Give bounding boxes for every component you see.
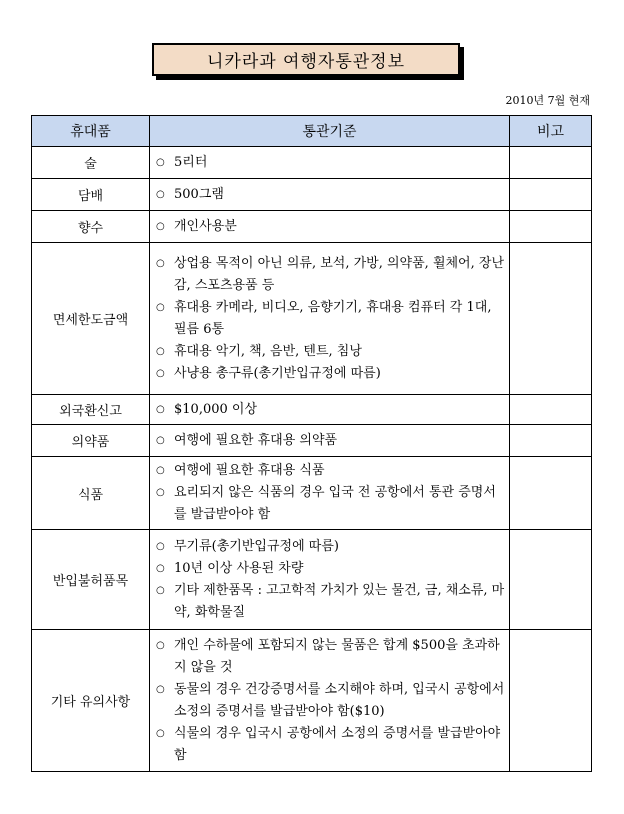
item-text: $10,000 이상 xyxy=(174,401,258,417)
circle-bullet-icon: ○ xyxy=(156,257,165,269)
table-header-row xyxy=(32,116,592,147)
circle-bullet-icon: ○ xyxy=(156,639,165,651)
circle-bullet-icon: ○ xyxy=(156,465,165,476)
item-text: 휴대용 악기, 책, 음반, 텐트, 침낭 xyxy=(174,343,362,359)
table-row xyxy=(32,243,592,395)
list-item xyxy=(156,399,505,421)
note-cell xyxy=(510,395,592,425)
standard-cell xyxy=(150,211,510,243)
circle-bullet-icon: ○ xyxy=(156,584,165,596)
circle-bullet-icon: ○ xyxy=(156,683,165,695)
standard-cell xyxy=(150,425,510,457)
list-item xyxy=(156,297,505,341)
item-text: 사냥용 총구류(총기반입규정에 따름) xyxy=(174,365,381,381)
standard-cell xyxy=(150,530,510,630)
category-cell: 외국환신고 xyxy=(32,395,150,425)
header-standard: 통관기준 xyxy=(150,116,510,147)
item-text: 무기류(총기반입규정에 따름) xyxy=(174,538,339,554)
note-cell xyxy=(510,530,592,630)
customs-table xyxy=(31,115,592,772)
header-item: 휴대품 xyxy=(32,116,150,147)
list-item xyxy=(156,430,505,452)
item-text: 기타 제한품목 : 고고학적 가치가 있는 물건, 금, 채소류, 마약, 화학물질 xyxy=(174,582,505,620)
category-cell: 면세한도금액 xyxy=(32,243,150,395)
circle-bullet-icon: ○ xyxy=(156,434,165,446)
item-text: 여행에 필요한 휴대용 의약품 xyxy=(174,432,338,448)
list-item xyxy=(156,460,505,482)
header-note: 비고 xyxy=(510,116,592,147)
circle-bullet-icon: ○ xyxy=(156,403,165,415)
item-text: 개인사용분 xyxy=(174,218,237,234)
standard-cell xyxy=(150,147,510,179)
item-text: 식물의 경우 입국시 공항에서 소정의 증명서를 발급받아야 함 xyxy=(174,725,501,763)
note-cell xyxy=(510,211,592,243)
item-text: 여행에 필요한 휴대용 식품 xyxy=(174,463,325,478)
circle-bullet-icon: ○ xyxy=(156,540,165,552)
circle-bullet-icon: ○ xyxy=(156,301,165,313)
circle-bullet-icon: ○ xyxy=(156,156,165,168)
list-item xyxy=(156,253,505,297)
standard-cell xyxy=(150,243,510,395)
note-cell xyxy=(510,179,592,211)
table-row xyxy=(32,457,592,530)
note-cell xyxy=(510,630,592,772)
list-item xyxy=(156,679,505,723)
item-text: 500그램 xyxy=(174,186,224,202)
item-text: 상업용 목적이 아닌 의류, 보석, 가방, 의약품, 휠체어, 장난감, 스포츠용품 등 xyxy=(174,255,504,293)
item-text: 개인 수하물에 포함되지 않는 물품은 합계 $500을 초과하지 않을 것 xyxy=(174,637,500,675)
category-cell: 담배 xyxy=(32,179,150,211)
page-title: 니카라과 여행자통관정보 xyxy=(152,43,460,76)
list-item xyxy=(156,580,505,624)
table-row xyxy=(32,395,592,425)
standard-cell xyxy=(150,457,510,530)
note-cell xyxy=(510,147,592,179)
circle-bullet-icon: ○ xyxy=(156,727,165,739)
table-row xyxy=(32,179,592,211)
item-text: 휴대용 카메라, 비디오, 음향기기, 휴대용 컴퓨터 각 1대, 필름 6통 xyxy=(174,299,492,337)
table-row xyxy=(32,630,592,772)
circle-bullet-icon: ○ xyxy=(156,188,165,200)
standard-cell xyxy=(150,630,510,772)
table-row xyxy=(32,211,592,243)
list-item xyxy=(156,635,505,679)
list-item xyxy=(156,536,505,558)
circle-bullet-icon: ○ xyxy=(156,220,165,232)
item-text: 요리되지 않은 식품의 경우 입국 전 공항에서 통관 증명서를 발급받아야 함 xyxy=(174,485,496,522)
list-item xyxy=(156,363,505,385)
circle-bullet-icon: ○ xyxy=(156,562,165,574)
circle-bullet-icon: ○ xyxy=(156,487,165,498)
note-cell xyxy=(510,425,592,457)
category-cell: 향수 xyxy=(32,211,150,243)
circle-bullet-icon: ○ xyxy=(156,345,165,357)
category-cell: 의약품 xyxy=(32,425,150,457)
title-banner xyxy=(152,43,460,76)
list-item xyxy=(156,216,505,238)
category-cell: 식품 xyxy=(32,457,150,530)
list-item xyxy=(156,184,505,206)
standard-cell xyxy=(150,179,510,211)
table-row xyxy=(32,530,592,630)
circle-bullet-icon: ○ xyxy=(156,367,165,379)
category-cell: 술 xyxy=(32,147,150,179)
note-cell xyxy=(510,457,592,530)
category-cell: 기타 유의사항 xyxy=(32,630,150,772)
list-item xyxy=(156,341,505,363)
table-row xyxy=(32,425,592,457)
item-text: 5리터 xyxy=(174,154,208,170)
list-item xyxy=(156,723,505,767)
date-label: 2010년 7월 현재 xyxy=(505,94,590,107)
table-row xyxy=(32,147,592,179)
item-text: 동물의 경우 건강증명서를 소지해야 하며, 입국시 공항에서 소정의 증명서를 발급받아야 함($10) xyxy=(174,681,505,719)
list-item xyxy=(156,482,505,526)
category-cell: 반입불허품목 xyxy=(32,530,150,630)
list-item xyxy=(156,558,505,580)
note-cell xyxy=(510,243,592,395)
standard-cell xyxy=(150,395,510,425)
list-item xyxy=(156,152,505,174)
item-text: 10년 이상 사용된 차량 xyxy=(174,560,304,576)
